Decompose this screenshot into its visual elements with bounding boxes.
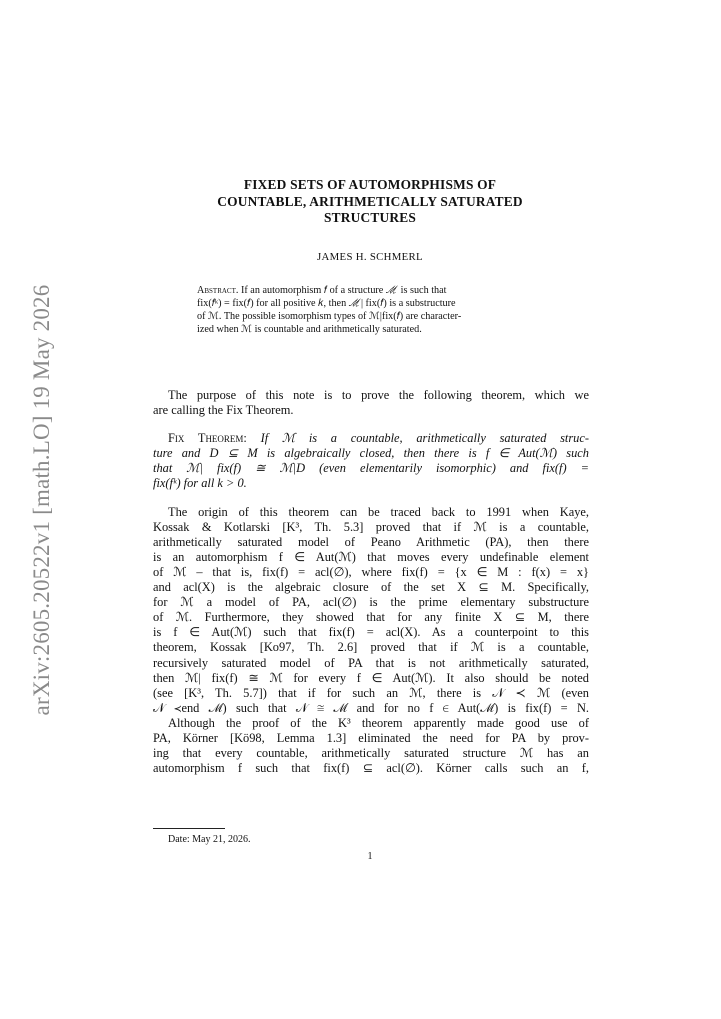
paragraph-line: for ℳ a model of PA, acl(∅) is the prime elementary substructure [153,595,589,610]
date-footnote: Date: May 21, 2026. [168,834,251,845]
paragraph-line: The purpose of this note is to prove the following theorem, which we [168,388,589,402]
arxiv-identifier-text: arXiv:2605.20522v1 [math.LO] 19 May 2026 [29,284,54,716]
paragraph-line: arithmetically saturated model of Peano Arithmetic (PA), then there [153,534,589,549]
paragraph-line: theorem, Kossak [Ko97, Th. 2.6] proved that if ℳ is a countable, [153,640,589,655]
abstract-line: Abstract. If an automorphism 𝑓 of a structure ℳ is such that [197,285,447,296]
paragraph-line: and acl(X) is the algebraic closure of the set X ⊆ M. Specifically, [153,580,589,595]
author-name: JAMES H. SCHMERL [317,251,423,263]
theorem-line: ture and D ⊆ M is algebraically closed, then there is f ∈ Aut(ℳ) such [153,446,589,461]
paragraph-line: is an automorphism f ∈ Aut(ℳ) that moves every undefinable element [153,549,589,564]
arxiv-identifier-stamp [22,284,62,716]
paragraph-line: (see [K³, Th. 5.7]) that if for such an ℳ, there is 𝒩 ≺ ℳ (even [153,685,589,700]
paragraph-line: automorphism f such that fix(f) ⊆ acl(∅). Körner calls such an f, [153,761,589,776]
paragraph-line: PA, Körner [Kö98, Lemma 1.3] eliminated the need for PA by prov- [153,730,589,745]
paragraph-line: is f ∈ Aut(ℳ) such that fix(f) = acl(X). As a counterpoint to this [153,625,589,640]
title-line: FIXED SETS OF AUTOMORPHISMS OF [243,177,497,192]
theorem-line: that ℳ| fix(f) ≅ ℳ|D (even elementarily isomorphic) and fix(f) = [153,461,589,476]
abstract-line: of ℳ. The possible isomorphism types of ℳ|fix(𝑓) are character- [197,310,462,322]
abstract-line: fix(𝑓ᵏ) = fix(𝑓) for all positive 𝑘, then ℳ| fix(𝑓) is a substructure [197,297,456,309]
abstract-line: ized when ℳ is countable and arithmetically saturated. [197,323,422,335]
paragraph-line: recursively saturated model of PA that is not arithmetically saturated, [153,655,589,670]
title-line: COUNTABLE, ARITHMETICALLY SATURATED [217,193,523,209]
footnote-rule [153,828,225,829]
paragraph-line: Although the proof of the K³ theorem apparently made good use of [168,715,589,730]
paragraph-line: of ℳ. Furthermore, they showed that for any finite X ⊆ M, there [153,610,589,625]
paragraph-line: 𝒩 ≺end ℳ) such that 𝒩 ≅ ℳ and for no f ∈ Aut(ℳ) is fix(f) = N. [153,700,589,715]
abstract [197,285,547,337]
paper-title [150,177,590,227]
theorem-line: fix(fᵏ) for all k > 0. [153,476,247,491]
paragraph-line: of ℳ – that is, fix(f) = acl(∅), where fix(f) = {x ∈ M : f(x) = x} [153,564,589,579]
title-line: STRUCTURES [323,210,417,225]
body-text [153,388,589,776]
paragraph-line: ing that every countable, arithmetically saturated structure ℳ has an [153,746,589,761]
theorem-line: Fix Theorem: If ℳ is a countable, arithmetically saturated struc- [168,431,589,446]
paragraph-line: Kossak & Kotlarski [K³, Th. 5.3] proved that if ℳ is a countable, [153,519,589,534]
theorem-heading: Fix Theorem: [168,431,247,446]
paragraph-line: The origin of this theorem can be traced back to 1991 when Kaye, [168,504,589,519]
page-number: 1 [367,851,373,862]
paragraph-line: are calling the Fix Theorem. [153,403,294,418]
paragraph-line: then ℳ| fix(f) ≅ ℳ for every f ∈ Aut(ℳ). It also should be noted [153,670,589,685]
abstract-heading: Abstract. [197,285,239,296]
